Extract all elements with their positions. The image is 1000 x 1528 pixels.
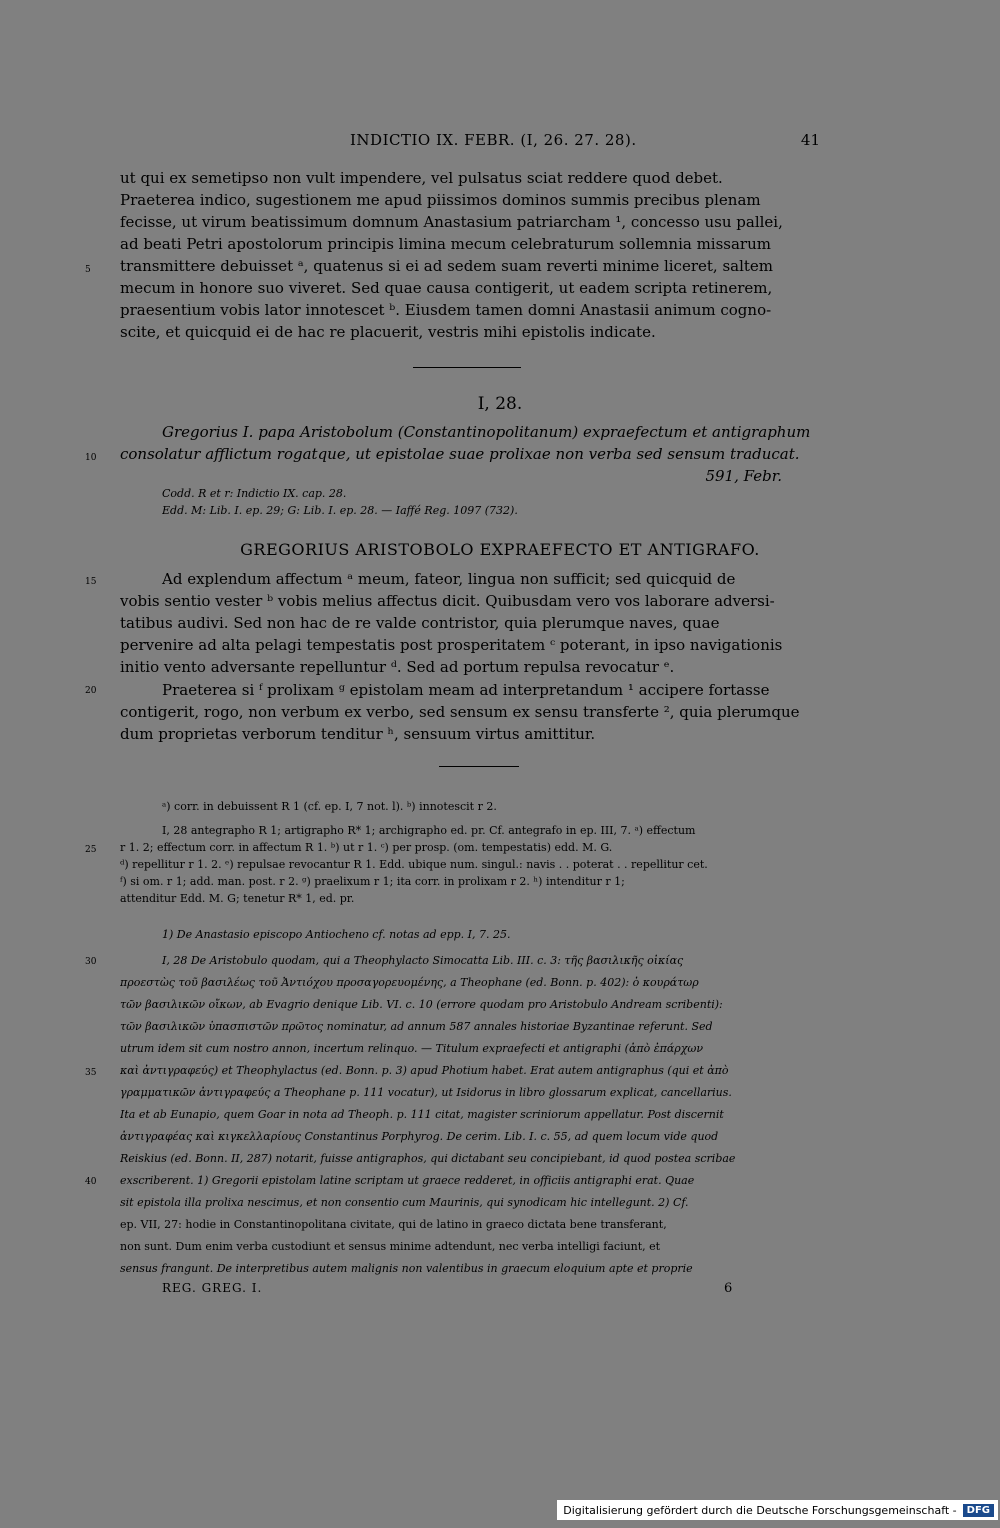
commentary-line: ἀντιγραφέας καὶ κιγκελλαρίους Constantinus Porphyrog. De cerim. Lib. I. c. 55, ad quem locum vide quod xyxy=(120,1130,719,1143)
line-number: 10 xyxy=(85,453,97,463)
note-line: 1) De Anastasio episcopo Antiocheno cf. notas ad epp. I, 7. 25. xyxy=(162,928,511,941)
editions-line: Edd. M: Lib. I. ep. 29; G: Lib. I. ep. 28. — Iaffé Reg. 1097 (732). xyxy=(162,504,518,517)
commentary-line: non sunt. Dum enim verba custodiunt et sensus minime adtendunt, nec verba intelligi faciunt, et xyxy=(120,1240,661,1253)
commentary-line: utrum idem sit cum nostro annon, incertum relinquo. — Titulum expraefecti et antigraphi (ἀπὸ ἐπάρχων xyxy=(120,1042,704,1055)
commentary-line: sit epistola illa prolixa nescimus, et non consentio cum Maurinis, qui synodicam hic intellegunt. 2) Cf. xyxy=(120,1196,689,1209)
commentary-line: τῶν βασιλικῶν οἴκων, ab Evagrio denique Lib. VI. c. 10 (errore quodam pro Aristobulo Andream scribenti): xyxy=(120,998,723,1011)
text-line: Praeterea indico, sugestionem me apud piissimos dominos summis precibus plenam xyxy=(120,191,761,209)
text-line: vobis sentio vester ᵇ vobis melius affectus dicit. Quibusdam vero vos laborare adversi- xyxy=(120,592,775,610)
commentary xyxy=(120,950,822,1280)
letter-body-1 xyxy=(120,568,820,678)
text-line: scite, et quicquid ei de hac re placuerit, vestris mihi epistolis indicate. xyxy=(120,323,656,341)
running-header xyxy=(120,131,820,151)
commentary-line: καὶ ἀντιγραφεύς) et Theophylactus (ed. Bonn. p. 3) apud Photium habet. Erat autem antigraphus (qui et ἀπὸ xyxy=(120,1064,729,1077)
text-line: dum proprietas verborum tenditur ʰ, sensuum virtus amittitur. xyxy=(120,725,596,743)
gathering-number: 6 xyxy=(724,1281,733,1296)
commentary-line: Ita et ab Eunapio, quem Goar in nota ad Theoph. p. 111 citat, magister scriniorum appellatur. Post discernit xyxy=(120,1108,724,1121)
commentary-line: sensus frangunt. De interpretibus autem malignis non valentibus in graecum eloquium apte et proprie xyxy=(120,1262,693,1275)
line-number: 5 xyxy=(85,265,91,275)
apparatus-line: r 1. 2; effectum corr. in affectum R 1. ᵇ) ut r 1. ᶜ) per prosp. (om. tempestatis) edd. M. G. xyxy=(120,841,613,854)
line-number: 20 xyxy=(85,686,97,696)
dfg-funding-banner[interactable] xyxy=(557,1500,998,1520)
notes-rule xyxy=(439,766,519,767)
dfg-funding-text: Digitalisierung gefördert durch die Deutsche Forschungsgemeinschaft - xyxy=(563,1503,957,1517)
codices-line: Codd. R et r: Indictio IX. cap. 28. xyxy=(162,487,347,500)
text-line: transmittere debuisset ᵃ, quatenus si ei ad sedem suam reverti minime liceret, saltem xyxy=(120,257,774,275)
section-rule xyxy=(413,367,521,368)
letter-date: 591, Febr. xyxy=(705,467,782,485)
line-number: 25 xyxy=(85,845,97,855)
text-line: ut qui ex semetipso non vult impendere, vel pulsatus sciat reddere quod debet. xyxy=(120,169,723,187)
text-line: pervenire ad alta pelagi tempestatis post prosperitatem ᶜ poterant, in ipso navigationis xyxy=(120,636,783,654)
commentary-line: ep. VII, 27: hodie in Constantinopolitana civitate, qui de latino in graeco dictata bene transferant, xyxy=(120,1218,667,1231)
apparatus-line: I, 28 antegrapho R 1; artigrapho R* 1; archigrapho ed. pr. Cf. antegrafo in ep. III, 7. ᵃ) effectum xyxy=(162,824,696,837)
note-1 xyxy=(120,924,822,946)
text-line: contigerit, rogo, non verbum ex verbo, sed sensum ex sensu transferte ², quia plerumque xyxy=(120,703,800,721)
critical-apparatus xyxy=(120,798,822,907)
text-line: praesentium vobis lator innotescet ᵇ. Eiusdem tamen domni Anastasii animum cogno- xyxy=(120,301,772,319)
continuation-paragraph xyxy=(120,167,820,343)
apparatus-line: ᵈ) repellitur r 1. 2. ᵉ) repulsae revocantur R 1. Edd. ubique num. singul.: navis . . poterat . . repellitur cet. xyxy=(120,858,708,871)
apparatus-line: attenditur Edd. M. G; tenetur R* 1, ed. pr. xyxy=(120,892,355,905)
summary-line: Gregorius I. papa Aristobolum (Constantinopolitanum) expraefectum et antigraphum xyxy=(162,423,811,441)
commentary-line: I, 28 De Aristobulo quodam, qui a Theophylacto Simocatta Lib. III. c. 3: τῆς βασιλικῆς οἰκίας xyxy=(162,954,684,967)
apparatus-line: ᵃ) corr. in debuissent R 1 (cf. ep. I, 7 not. l). ᵇ) innotescit r 2. xyxy=(162,800,497,813)
letter-number: I, 28. xyxy=(477,394,523,414)
text-line: initio vento adversante repelluntur ᵈ. Sed ad portum repulsa revocatur ᵉ. xyxy=(120,658,675,676)
line-number: 35 xyxy=(85,1068,97,1078)
text-line: fecisse, ut virum beatissimum domnum Anastasium patriarcham ¹, concesso usu pallei, xyxy=(120,213,783,231)
running-title: INDICTIO IX. FEBR. (I, 26. 27. 28). xyxy=(350,131,637,149)
commentary-line: τῶν βασιλικῶν ὑπασπιστῶν πρῶτος nominatur, ad annum 587 annales historiae Byzantinae referunt. Sed xyxy=(120,1020,713,1033)
line-number: 15 xyxy=(85,577,97,587)
letter-heading: GREGORIUS ARISTOBOLO EXPRAEFECTO ET ANTIGRAFO. xyxy=(240,540,760,559)
text-line: mecum in honore suo viveret. Sed quae causa contigerit, ut eadem scripta retinerem, xyxy=(120,279,773,297)
text-line: ad beati Petri apostolorum principis limina mecum celebraturum sollemnia missarum xyxy=(120,235,771,253)
dfg-logo: DFG xyxy=(963,1504,994,1517)
signature-mark: REG. GREG. I. xyxy=(162,1281,263,1295)
codices-editions xyxy=(162,485,822,519)
page-number: 41 xyxy=(800,131,820,149)
commentary-line: προεστὼς τοῦ βασιλέως τοῦ Ἀντιόχου προσαγορευομένης, a Theophane (ed. Bonn. p. 402): ὁ κουράτωρ xyxy=(120,976,699,989)
text-line: Praeterea si ᶠ prolixam ᵍ epistolam meam ad interpretandum ¹ accipere fortasse xyxy=(162,681,770,699)
letter-body-2 xyxy=(120,679,820,745)
commentary-line: exscriberent. 1) Gregorii epistolam latine scriptam ut graece redderet, in officiis antigraphi erat. Quae xyxy=(120,1174,695,1187)
commentary-line: Reiskius (ed. Bonn. II, 287) notarit, fuisse antigraphos, qui dictabant seu concipiebant, id quod postea scribae xyxy=(120,1152,736,1165)
line-number: 40 xyxy=(85,1177,97,1187)
letter-summary xyxy=(120,421,820,487)
commentary-line: γραμματικῶν ἀντιγραφεύς a Theophane p. 111 vocatur), ut Isidorus in libro glossarum explicat, cancellarius. xyxy=(120,1086,732,1099)
summary-line: consolatur afflictum rogatque, ut epistolae suae prolixae non verba sed sensum traducat. xyxy=(120,445,800,463)
line-number: 30 xyxy=(85,957,97,967)
text-line: Ad explendum affectum ᵃ meum, fateor, lingua non sufficit; sed quicquid de xyxy=(162,570,736,588)
apparatus-line: ᶠ) si om. r 1; add. man. post. r 2. ᵍ) praelixum r 1; ita corr. in prolixam r 2. ʰ) intenditur r 1; xyxy=(120,875,625,888)
text-line: tatibus audivi. Sed non hac de re valde contristor, quia plerumque naves, quae xyxy=(120,614,720,632)
